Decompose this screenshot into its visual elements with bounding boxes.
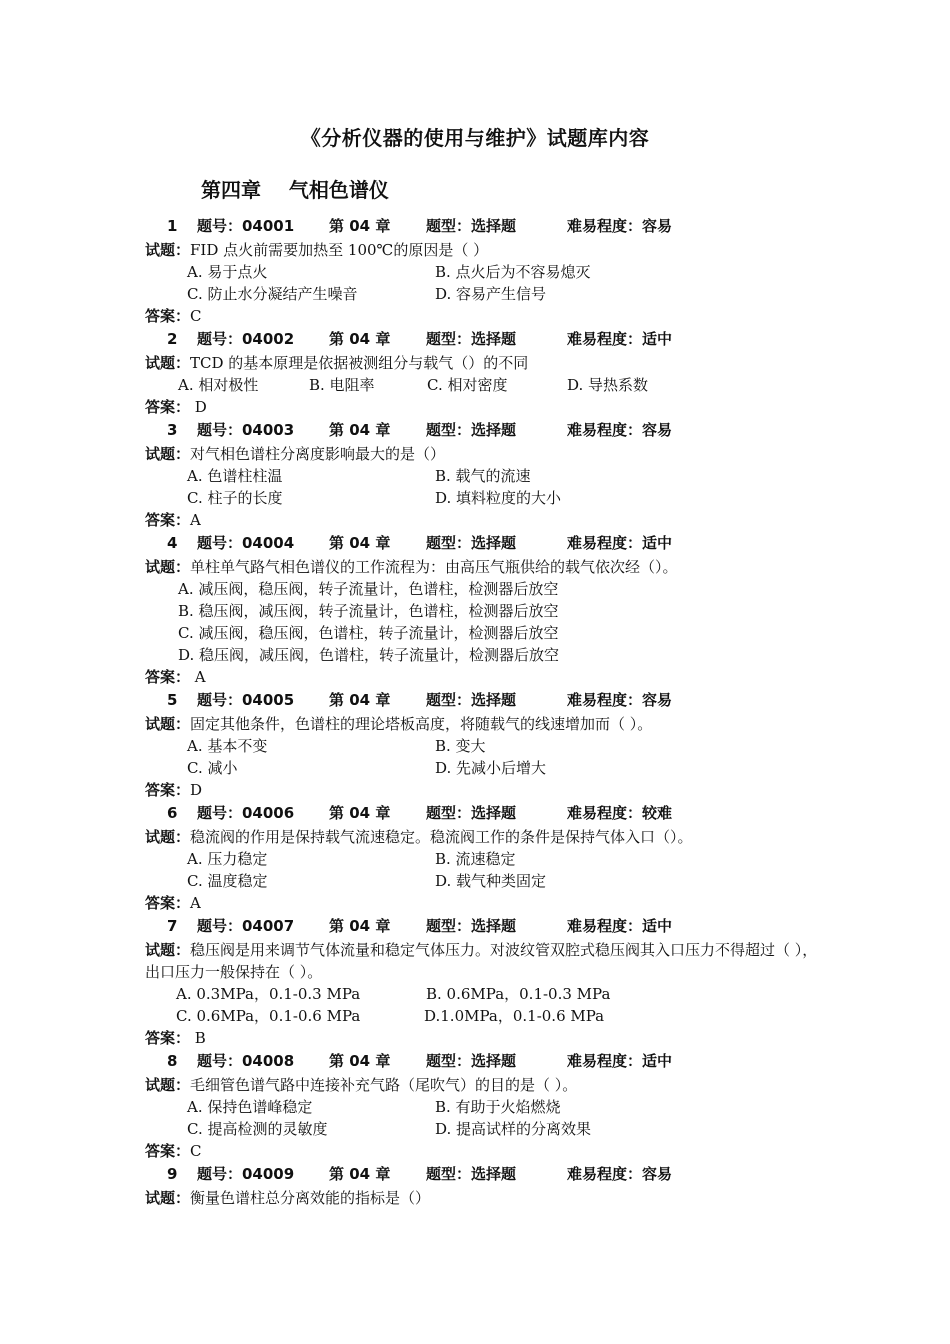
- answer-value: D: [190, 781, 203, 799]
- option: D. 稳压阀，减压阀，色谱柱，转子流量计，检测器后放空: [178, 646, 560, 664]
- option: A. 色谱柱柱温: [187, 467, 283, 485]
- question-number: 2: [167, 330, 178, 348]
- option: C. 相对密度: [427, 376, 508, 394]
- question-chapter: 第 04 章: [329, 421, 391, 439]
- option: D.1.0MPa，0.1-0.6 MPa: [424, 1007, 605, 1025]
- question-type: 题型：选择题: [426, 917, 517, 935]
- question-stem: [145, 713, 825, 735]
- answer-label: 答案：: [145, 398, 191, 416]
- question-difficulty: 难易程度：较难: [567, 804, 673, 822]
- question-header: [145, 1049, 825, 1073]
- question-list: [145, 214, 825, 1209]
- question-id: 题号：04006: [197, 804, 295, 822]
- option-row: [145, 283, 825, 305]
- option: B. 有助于火焰燃烧: [435, 1098, 561, 1116]
- stem-label: 试题：: [145, 941, 191, 959]
- question-difficulty: 难易程度：适中: [567, 917, 673, 935]
- question-header: [145, 688, 825, 712]
- question-number: 3: [167, 421, 178, 439]
- question-chapter: 第 04 章: [329, 917, 391, 935]
- option: D. 载气种类固定: [435, 872, 547, 890]
- option: D. 填料粒度的大小: [435, 489, 562, 507]
- answer-label: 答案：: [145, 307, 191, 325]
- option: A. 相对极性: [178, 376, 259, 394]
- option: C. 防止水分凝结产生噪音: [187, 285, 358, 303]
- option-row: [145, 644, 825, 666]
- question-difficulty: 难易程度：容易: [567, 421, 673, 439]
- question-id: 题号：04004: [197, 534, 295, 552]
- question-type: 题型：选择题: [426, 534, 517, 552]
- question-header: [145, 531, 825, 555]
- answer-line: [145, 892, 825, 914]
- option: A. 压力稳定: [187, 850, 268, 868]
- question-item: [145, 914, 825, 1049]
- answer-label: 答案：: [145, 1029, 191, 1047]
- question-item: [145, 1049, 825, 1162]
- question-item: [145, 801, 825, 914]
- answer-line: [145, 509, 825, 531]
- answer-value: D: [190, 398, 207, 416]
- question-chapter: 第 04 章: [329, 330, 391, 348]
- question-stem: [145, 939, 825, 983]
- question-item: [145, 418, 825, 531]
- question-header: [145, 214, 825, 238]
- stem-label: 试题：: [145, 828, 191, 846]
- question-type: 题型：选择题: [426, 691, 517, 709]
- question-chapter: 第 04 章: [329, 217, 391, 235]
- option: D. 容易产生信号: [435, 285, 547, 303]
- option: B. 稳压阀，减压阀，转子流量计，色谱柱，检测器后放空: [178, 602, 559, 620]
- question-item: [145, 1162, 825, 1209]
- question-id: 题号：04003: [197, 421, 295, 439]
- option: A. 易于点火: [187, 263, 268, 281]
- option: C. 减压阀，稳压阀，色谱柱，转子流量计，检测器后放空: [178, 624, 559, 642]
- option: D. 提高试样的分离效果: [435, 1120, 592, 1138]
- answer-value: A: [190, 668, 206, 686]
- option: B. 载气的流速: [435, 467, 531, 485]
- option: D. 先减小后增大: [435, 759, 547, 777]
- option: D. 导热系数: [567, 376, 649, 394]
- option: A. 减压阀，稳压阀，转子流量计，色谱柱，检测器后放空: [178, 580, 559, 598]
- stem-text: 毛细管色谱气路中连接补充气路（尾吹气）的目的是（ ）。: [190, 1076, 578, 1094]
- answer-line: [145, 1140, 825, 1162]
- stem-label: 试题：: [145, 1189, 191, 1207]
- option: A. 0.3MPa，0.1-0.3 MPa: [176, 985, 361, 1003]
- chapter-title: 第四章 气相色谱仪: [201, 178, 389, 202]
- option-row: [145, 622, 825, 644]
- answer-value: B: [190, 1029, 206, 1047]
- question-id: 题号：04007: [197, 917, 295, 935]
- question-type: 题型：选择题: [426, 217, 517, 235]
- question-number: 7: [167, 917, 178, 935]
- question-stem: [145, 1074, 825, 1096]
- question-item: [145, 688, 825, 801]
- question-stem: [145, 352, 825, 374]
- option: C. 0.6MPa，0.1-0.6 MPa: [176, 1007, 361, 1025]
- document-title: 《分析仪器的使用与维护》试题库内容: [300, 126, 650, 150]
- option: B. 0.6MPa，0.1-0.3 MPa: [426, 985, 611, 1003]
- question-header: [145, 327, 825, 351]
- question-header: [145, 801, 825, 825]
- option: B. 变大: [435, 737, 486, 755]
- option-row: [145, 261, 825, 283]
- option: C. 温度稳定: [187, 872, 268, 890]
- question-number: 8: [167, 1052, 178, 1070]
- question-id: 题号：04002: [197, 330, 295, 348]
- question-difficulty: 难易程度：适中: [567, 534, 673, 552]
- stem-text: FID 点火前需要加热至 100℃的原因是（ ）: [190, 241, 489, 259]
- question-number: 9: [167, 1165, 178, 1183]
- question-number: 1: [167, 217, 178, 235]
- question-item: [145, 531, 825, 688]
- stem-label: 试题：: [145, 241, 191, 259]
- question-id: 题号：04005: [197, 691, 295, 709]
- option-row: [145, 374, 825, 396]
- option: B. 流速稳定: [435, 850, 516, 868]
- answer-line: [145, 396, 825, 418]
- question-type: 题型：选择题: [426, 421, 517, 439]
- question-chapter: 第 04 章: [329, 534, 391, 552]
- answer-label: 答案：: [145, 781, 191, 799]
- option: A. 基本不变: [187, 737, 268, 755]
- question-difficulty: 难易程度：容易: [567, 217, 673, 235]
- answer-line: [145, 1027, 825, 1049]
- option: A. 保持色谱峰稳定: [187, 1098, 313, 1116]
- answer-label: 答案：: [145, 668, 191, 686]
- question-type: 题型：选择题: [426, 1052, 517, 1070]
- question-item: [145, 327, 825, 418]
- question-difficulty: 难易程度：容易: [567, 1165, 673, 1183]
- answer-value: C: [190, 1142, 202, 1160]
- question-type: 题型：选择题: [426, 804, 517, 822]
- option: B. 点火后为不容易熄灭: [435, 263, 591, 281]
- answer-line: [145, 666, 825, 688]
- stem-label: 试题：: [145, 715, 191, 733]
- question-number: 6: [167, 804, 178, 822]
- question-header: [145, 914, 825, 938]
- question-stem: [145, 443, 825, 465]
- answer-value: A: [190, 511, 201, 529]
- question-chapter: 第 04 章: [329, 804, 391, 822]
- question-stem: [145, 239, 825, 261]
- option: C. 柱子的长度: [187, 489, 283, 507]
- stem-label: 试题：: [145, 354, 191, 372]
- question-header: [145, 1162, 825, 1186]
- option-row: [145, 578, 825, 600]
- question-type: 题型：选择题: [426, 1165, 517, 1183]
- stem-text: 稳流阀的作用是保持载气流速稳定。稳流阀工作的条件是保持气体入口（）。: [190, 828, 693, 846]
- question-difficulty: 难易程度：容易: [567, 691, 673, 709]
- option-row: [145, 1005, 825, 1027]
- option-row: [145, 983, 825, 1005]
- question-id: 题号：04001: [197, 217, 295, 235]
- option: B. 电阻率: [309, 376, 375, 394]
- question-id: 题号：04008: [197, 1052, 295, 1070]
- option-row: [145, 757, 825, 779]
- option: C. 提高检测的灵敏度: [187, 1120, 328, 1138]
- stem-text: 固定其他条件，色谱柱的理论塔板高度，将随载气的线速增加而（ ）。: [190, 715, 653, 733]
- answer-value: A: [190, 894, 201, 912]
- option-row: [145, 487, 825, 509]
- option-row: [145, 600, 825, 622]
- stem-text: 衡量色谱柱总分离效能的指标是（）: [190, 1189, 431, 1207]
- stem-text: 稳压阀是用来调节气体流量和稳定气体压力。对波纹管双腔式稳压阀其入口压力不得超过（ ），出口压力一般保持在（ ）。: [145, 941, 818, 981]
- question-stem: [145, 556, 825, 578]
- answer-value: C: [190, 307, 202, 325]
- question-difficulty: 难易程度：适中: [567, 1052, 673, 1070]
- answer-line: [145, 305, 825, 327]
- option-row: [145, 1118, 825, 1140]
- option-row: [145, 735, 825, 757]
- question-number: 5: [167, 691, 178, 709]
- question-stem: [145, 826, 825, 848]
- stem-label: 试题：: [145, 1076, 191, 1094]
- question-chapter: 第 04 章: [329, 691, 391, 709]
- answer-line: [145, 779, 825, 801]
- answer-label: 答案：: [145, 511, 191, 529]
- question-chapter: 第 04 章: [329, 1052, 391, 1070]
- option-row: [145, 1096, 825, 1118]
- question-item: [145, 214, 825, 327]
- option-row: [145, 848, 825, 870]
- question-type: 题型：选择题: [426, 330, 517, 348]
- answer-label: 答案：: [145, 1142, 191, 1160]
- question-chapter: 第 04 章: [329, 1165, 391, 1183]
- option: C. 减小: [187, 759, 238, 777]
- option-row: [145, 465, 825, 487]
- stem-label: 试题：: [145, 558, 191, 576]
- stem-label: 试题：: [145, 445, 191, 463]
- stem-text: 对气相色谱柱分离度影响最大的是（）: [190, 445, 446, 463]
- option-row: [145, 870, 825, 892]
- question-number: 4: [167, 534, 178, 552]
- question-stem: [145, 1187, 825, 1209]
- stem-text: 单柱单气路气相色谱仪的工作流程为：由高压气瓶供给的载气依次经（）。: [190, 558, 678, 576]
- answer-label: 答案：: [145, 894, 191, 912]
- question-header: [145, 418, 825, 442]
- question-id: 题号：04009: [197, 1165, 295, 1183]
- question-difficulty: 难易程度：适中: [567, 330, 673, 348]
- stem-text: TCD 的基本原理是依据被测组分与载气（）的不同: [190, 354, 529, 372]
